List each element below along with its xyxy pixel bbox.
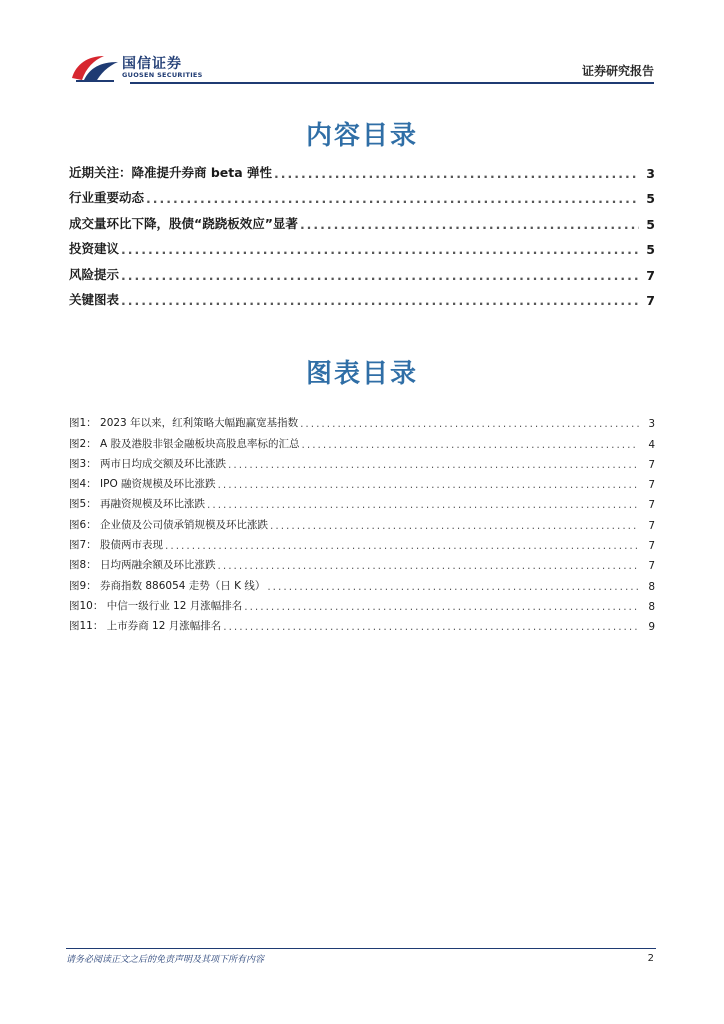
toc-entry[interactable] (69, 257, 655, 283)
toc-entry[interactable] (69, 181, 655, 207)
toc-entry-page: 5 (646, 242, 655, 257)
figure-entry-label: 图9： 券商指数 886054 走势（日 K 线） (69, 579, 266, 592)
figure-entry-label: 图8： 日均两融余额及环比涨跌 (69, 559, 216, 572)
dot-leader (270, 520, 639, 532)
figure-entry[interactable] (69, 552, 655, 572)
figure-entry-page: 7 (648, 479, 655, 492)
toc-entry-page: 3 (646, 165, 655, 181)
figure-entry[interactable] (69, 511, 655, 531)
dot-leader (165, 540, 639, 552)
contents-title: 内容目录 (305, 121, 418, 151)
dot-leader (300, 418, 639, 430)
report-type-label: 证券研究报告 (581, 64, 654, 78)
toc-entry[interactable] (69, 155, 655, 181)
dot-leader (207, 499, 639, 511)
figure-entry-page: 7 (648, 499, 655, 512)
figure-entry[interactable] (69, 593, 655, 613)
figure-entry-label: 图3： 两市日均成交额及环比涨跌 (69, 457, 227, 470)
figure-entry-page: 7 (648, 458, 655, 471)
dot-leader (218, 479, 639, 491)
figure-entry-label: 图2： A 股及港股非银金融板块高股息率标的汇总 (69, 437, 300, 450)
guosen-logo-icon (70, 50, 120, 84)
figure-entry[interactable] (69, 613, 655, 633)
figure-entry-label: 图5： 再融资规模及环比涨跌 (69, 498, 206, 511)
toc-entry-page: 7 (646, 293, 655, 308)
figure-entry-page: 8 (648, 600, 655, 613)
toc-entry[interactable] (69, 283, 655, 309)
figure-entry-page: 8 (648, 580, 655, 593)
dot-leader (121, 268, 639, 283)
figure-entry[interactable] (69, 451, 655, 471)
header-divider (130, 82, 654, 84)
figures-title: 图表目录 (305, 359, 418, 389)
toc-entry-page: 5 (646, 191, 655, 206)
figure-entry[interactable] (69, 471, 655, 491)
dot-leader (302, 439, 639, 451)
figure-entry-page: 7 (648, 519, 655, 532)
figure-entry-label: 图1： 2023 年以来，红利策略大幅跑赢宽基指数 (69, 417, 299, 430)
dot-leader (218, 560, 639, 572)
dot-leader (300, 217, 639, 232)
toc-entry-label: 成交量环比下降，股债“跷跷板效应”显著 (69, 215, 298, 231)
dot-leader (223, 621, 639, 633)
toc-entry-label: 投资建议 (69, 241, 120, 256)
figure-entry[interactable] (69, 532, 655, 552)
figure-entry[interactable] (69, 572, 655, 592)
guosen-logo (70, 50, 210, 84)
dot-leader (228, 459, 639, 471)
figure-entry[interactable] (69, 491, 655, 511)
figure-entry-label: 图10： 中信一级行业 12 月涨幅排名 (69, 599, 243, 612)
figure-entry[interactable] (69, 430, 655, 450)
figure-entry-page: 4 (648, 438, 655, 451)
figure-entry-label: 图4： IPO 融资规模及环比涨跌 (69, 478, 216, 491)
figure-entry-page: 9 (648, 621, 655, 634)
toc-entry-label: 关键图表 (69, 292, 120, 307)
dot-leader (121, 293, 639, 308)
dot-leader (274, 166, 639, 181)
toc-entry-label: 风险提示 (69, 266, 120, 282)
dot-leader (244, 601, 639, 613)
dot-leader (267, 581, 639, 593)
figure-entry[interactable] (69, 410, 655, 430)
figure-entry-page: 7 (648, 560, 655, 573)
logo-chinese-name: 国信证券 (122, 56, 182, 72)
toc-entry-page: 7 (646, 267, 655, 283)
footer-disclaimer: 请务必阅读正文之后的免责声明及其项下所有内容 (66, 955, 265, 965)
page-header (0, 0, 724, 90)
figure-entry-label: 图7： 股债两市表现 (69, 539, 164, 552)
figure-entry-page: 7 (648, 540, 655, 553)
footer-divider (66, 948, 656, 949)
toc-entry[interactable] (69, 206, 655, 232)
figures-list (69, 410, 655, 633)
logo-english-name: GUOSEN SECURITIES (122, 71, 203, 79)
contents-list (69, 155, 655, 308)
figure-entry-label: 图11： 上市券商 12 月涨幅排名 (69, 620, 222, 633)
toc-entry-page: 5 (646, 216, 655, 232)
dot-leader (146, 191, 639, 206)
toc-entry-label: 行业重要动态 (69, 190, 145, 205)
toc-entry-label: 近期关注：降准提升券商 beta 弹性 (69, 164, 273, 180)
figure-entry-label: 图6： 企业债及公司债承销规模及环比涨跌 (69, 518, 269, 531)
toc-entry[interactable] (69, 232, 655, 258)
figure-entry-page: 3 (648, 418, 655, 431)
dot-leader (121, 242, 639, 257)
page-number: 2 (647, 953, 654, 964)
